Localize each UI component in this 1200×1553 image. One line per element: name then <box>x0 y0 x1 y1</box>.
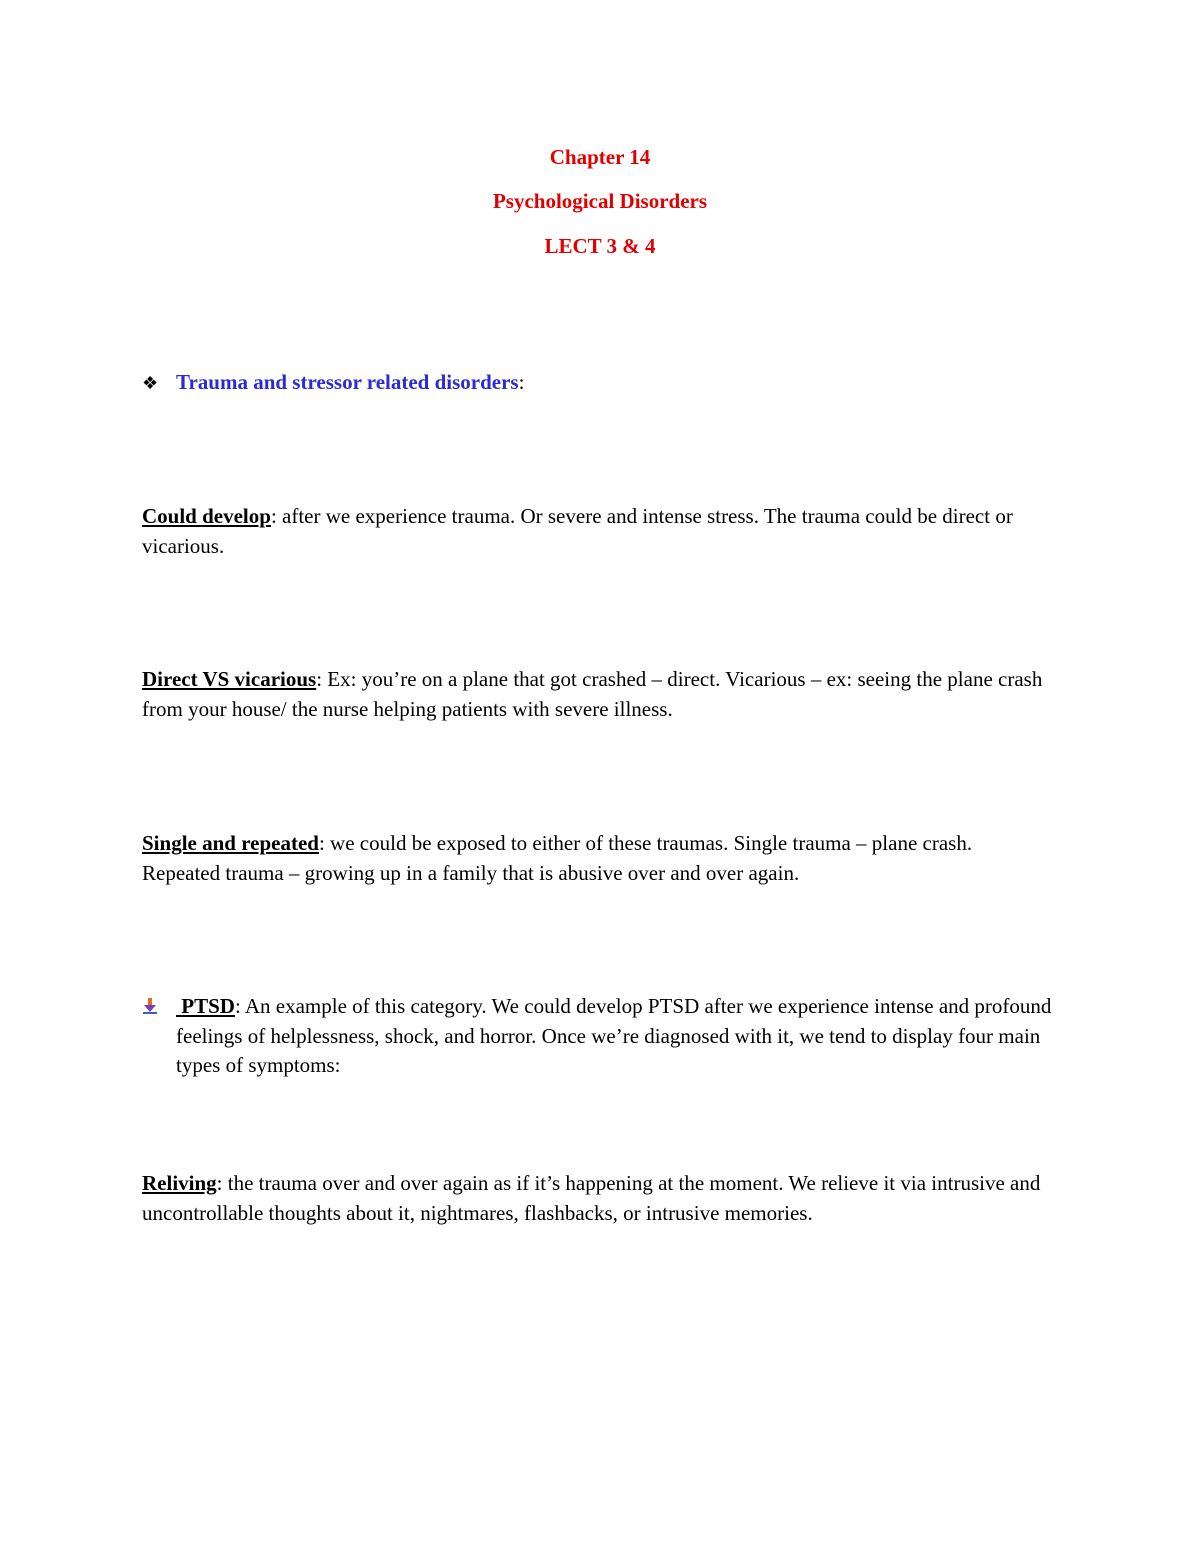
term-could-develop: Could develop <box>142 504 271 528</box>
section-heading-colon: : <box>518 370 525 394</box>
paragraph-could-develop <box>142 502 1052 561</box>
subject-title: Psychological Disorders <box>492 189 708 213</box>
text-reliving: : the trauma over and over again as if it’s happening at the moment. We relieve it via intrusive and uncontrollable thoughts about it, nightmares, flashbacks, or intrusive memories. <box>142 1171 1041 1225</box>
term-reliving: Reliving <box>142 1171 217 1195</box>
paragraph-direct-vs-vicarious <box>142 665 1052 724</box>
section-heading: Trauma and stressor related disorders <box>176 370 519 394</box>
text-could-develop: : after we experience trauma. Or severe and intense stress. The trauma could be direct or vicarious. <box>142 504 1013 558</box>
term-direct-vs-vicarious: Direct VS vicarious <box>142 667 317 691</box>
paragraph-single-and-repeated <box>142 829 1052 888</box>
section-heading-line <box>142 368 524 397</box>
term-single-and-repeated: Single and repeated <box>142 831 319 855</box>
chapter-title: Chapter 14 <box>549 145 651 169</box>
diamond-bullet-icon: ❖ <box>142 373 159 393</box>
lecture-title: LECT 3 & 4 <box>544 234 656 258</box>
text-ptsd: : An example of this category. We could develop PTSD after we experience intense and profound feelings of helplessness, shock, and horror. Once we’re diagnosed with it, we tend to display four main types of symptoms: <box>176 994 1052 1077</box>
down-arrow-bullet-icon <box>142 998 158 1014</box>
text-direct-vs-vicarious: : Ex: you’re on a plane that got crashed – direct. Vicarious – ex: seeing the plane crash from your house/ the nurse helping patients with severe illness. <box>142 667 1043 721</box>
paragraph-reliving <box>142 1169 1052 1228</box>
term-ptsd: PTSD <box>181 994 235 1018</box>
text-single-and-repeated: : we could be exposed to either of these traumas. Single trauma – plane crash. Repeated trauma – growing up in a family that is abusive over and over again. <box>142 831 973 885</box>
paragraph-ptsd <box>142 992 1052 1081</box>
